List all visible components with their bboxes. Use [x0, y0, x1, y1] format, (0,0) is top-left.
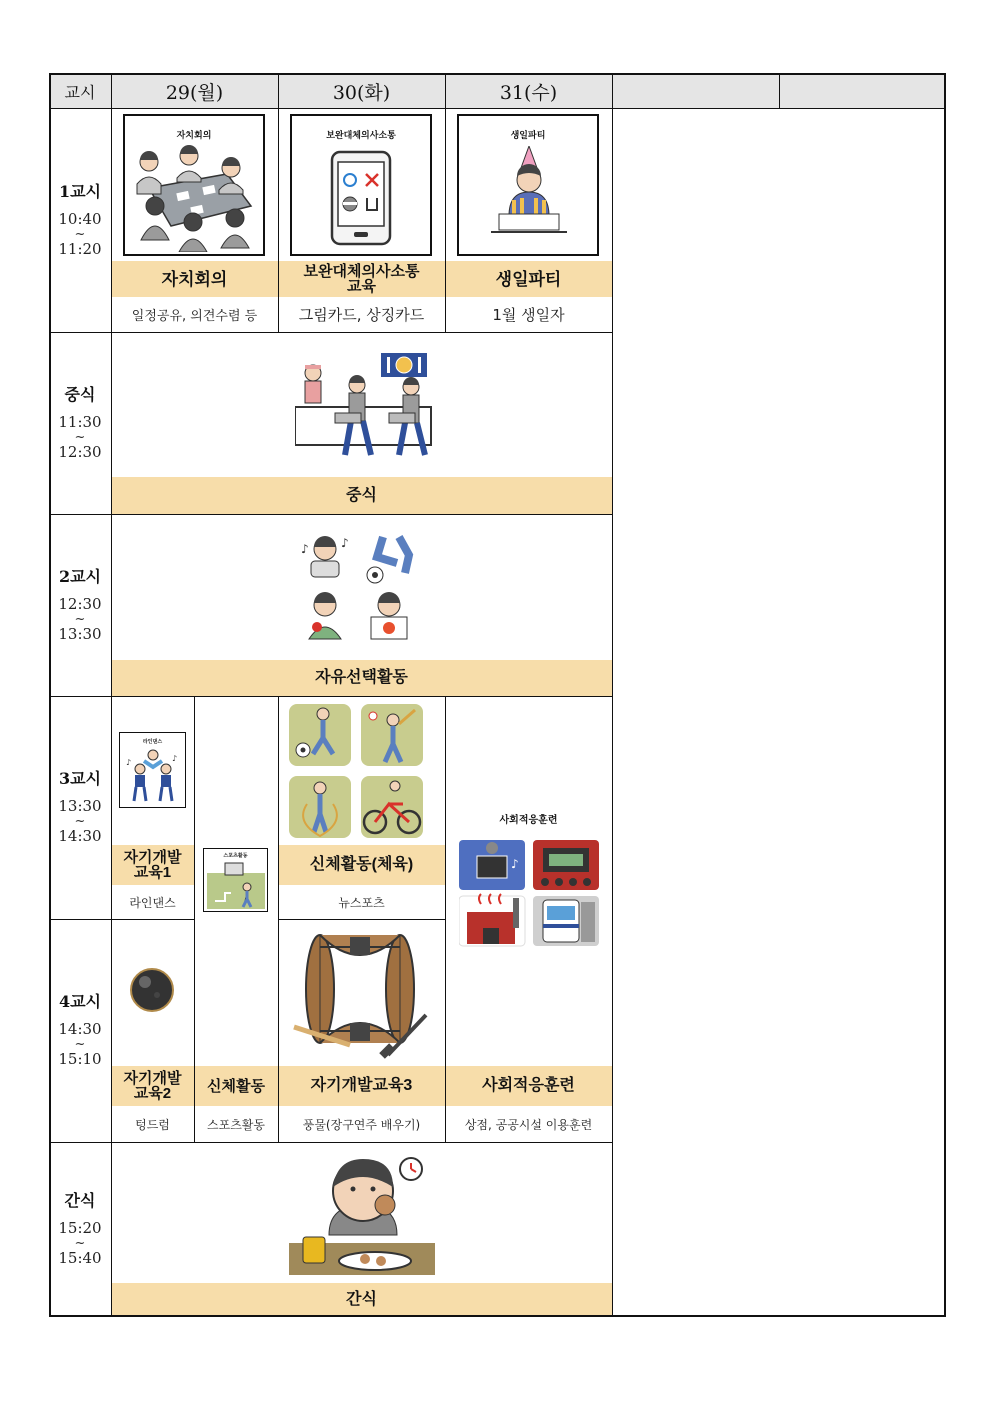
- lunch-label: 중식: [111, 477, 612, 514]
- baseball-tile-icon: [361, 704, 423, 766]
- slot-tilde: ~: [74, 1037, 86, 1052]
- subway-icon: [533, 896, 599, 946]
- pe-label: 신체활동(체육): [278, 845, 445, 885]
- jump-rope-tile-icon: [289, 776, 351, 838]
- self-dev2-label: [111, 1066, 194, 1106]
- karaoke-icon: [459, 840, 525, 890]
- header-period: 교시: [49, 73, 111, 109]
- header-day-tue: 30(화): [278, 73, 445, 109]
- slot-end: 11:20: [58, 240, 102, 258]
- slot-start: 13:30: [58, 797, 102, 815]
- slot-tilde: ~: [74, 1236, 86, 1251]
- slot-name: 3교시: [58, 769, 102, 788]
- slot-start: 11:30: [58, 412, 102, 431]
- slot-end: 13:30: [58, 624, 102, 643]
- aac-card: [290, 114, 432, 256]
- dance-icon: [126, 747, 180, 803]
- lunch-icon: [295, 351, 435, 461]
- tongue-drum-icon: [129, 967, 175, 1013]
- pe-icon: [289, 704, 425, 840]
- slot-name: 1교시: [58, 182, 102, 201]
- svg-text:♪: ♪: [341, 536, 349, 550]
- card-title: 스포츠활동: [223, 853, 248, 859]
- bathhouse-icon: [459, 894, 525, 946]
- physical-label: 신체활동: [194, 1066, 278, 1106]
- drawing-icon: [371, 592, 407, 639]
- slot-name: 4교시: [58, 992, 102, 1011]
- self-dev1-label: [111, 845, 194, 885]
- social-training-icon: [459, 838, 601, 948]
- header-day-empty-1: [612, 73, 779, 109]
- svg-text:♪: ♪: [126, 758, 132, 767]
- self-dev2-line1: 자기개발: [123, 1070, 182, 1087]
- bicycle-tile-icon: [361, 776, 423, 838]
- singing-icon: [301, 536, 349, 577]
- free-activity-icon: [299, 535, 425, 643]
- line-dance-card: [119, 732, 186, 808]
- self-dev1-desc: 라인댄스: [129, 895, 176, 910]
- cinema-icon: [533, 840, 599, 890]
- aac-desc: 그림카드, 상징카드: [298, 306, 425, 324]
- birthday-card: [457, 114, 599, 256]
- slot-snack: [49, 1142, 111, 1317]
- svg-text:♪: ♪: [511, 857, 519, 871]
- slot-end: 14:30: [58, 827, 102, 845]
- physical-desc: 스포츠활동: [207, 1117, 265, 1132]
- soccer-tile-icon: [289, 704, 351, 766]
- slot-name: 중식: [64, 384, 96, 404]
- slot-3: [49, 696, 111, 919]
- slot-2: [49, 514, 111, 696]
- schedule-table: [49, 73, 946, 1317]
- slot-tilde: ~: [74, 227, 86, 242]
- self-dev2-desc: 텅드럼: [135, 1117, 170, 1132]
- slot-tilde: ~: [74, 611, 86, 627]
- card-title: 생일파티: [510, 131, 546, 141]
- slot-lunch: [49, 332, 111, 514]
- slot-start: 14:30: [58, 1020, 102, 1038]
- header-day-wed: 31(수): [445, 73, 612, 109]
- slot-end: 15:40: [58, 1249, 102, 1267]
- slot-start: 12:30: [58, 594, 102, 613]
- sports-card: [203, 848, 268, 912]
- slot-end: 12:30: [58, 442, 102, 461]
- slot-name: 간식: [64, 1191, 96, 1210]
- slot-tilde: ~: [74, 814, 86, 829]
- soccer-icon: [367, 537, 409, 583]
- header-day-empty-2: [779, 73, 946, 109]
- self-dev1-line2: 교육1: [133, 864, 172, 881]
- slot-end: 15:10: [58, 1050, 102, 1068]
- meeting-label: 자치회의: [111, 261, 278, 297]
- slot-1: [49, 109, 111, 332]
- phone-icon: [330, 150, 392, 246]
- social-card-title: 사회적응훈련: [499, 815, 558, 826]
- janggu-icon: [292, 927, 432, 1059]
- self-dev2-line2: 교육2: [133, 1085, 172, 1102]
- slot-name: 2교시: [58, 566, 102, 586]
- birthday-icon: [487, 146, 571, 238]
- slot-4: [49, 919, 111, 1142]
- social-label: 사회적응훈련: [445, 1066, 612, 1106]
- birthday-desc: 1월 생일자: [492, 306, 565, 324]
- slot-start: 10:40: [58, 210, 102, 228]
- self-dev3-label: 자기개발교육3: [278, 1066, 445, 1106]
- header-day-mon: 29(월): [111, 73, 278, 109]
- meeting-desc: 일정공유, 의견수렴 등: [131, 309, 258, 324]
- card-title: 보완대체의사소통: [326, 131, 396, 141]
- svg-text:♪: ♪: [301, 542, 309, 556]
- birthday-label: 생일파티: [445, 261, 612, 297]
- meeting-card: [123, 114, 265, 256]
- aac-label-line2: 교육: [347, 278, 376, 295]
- slot-tilde: ~: [74, 429, 86, 445]
- self-dev3-desc: 풍물(장구연주 배우기): [302, 1117, 421, 1132]
- aac-label-line1: 보완대체의사소통: [303, 263, 420, 280]
- flower-icon: [309, 592, 341, 639]
- card-title: 자치회의: [176, 131, 212, 141]
- svg-text:♪: ♪: [172, 754, 178, 763]
- snack-label: 간식: [111, 1283, 612, 1317]
- aac-label: [278, 261, 445, 297]
- slot-start: 15:20: [58, 1219, 102, 1237]
- snack-icon: [289, 1155, 435, 1275]
- pe-desc: 뉴스포츠: [338, 895, 385, 910]
- free-activity-label: 자유선택활동: [111, 660, 612, 696]
- meeting-icon: [131, 144, 259, 252]
- card-title: 라인댄스: [142, 739, 163, 745]
- self-dev1-line1: 자기개발: [123, 849, 182, 866]
- sports-field-icon: [207, 861, 265, 909]
- social-desc: 상점, 공공시설 이용훈련: [464, 1117, 593, 1132]
